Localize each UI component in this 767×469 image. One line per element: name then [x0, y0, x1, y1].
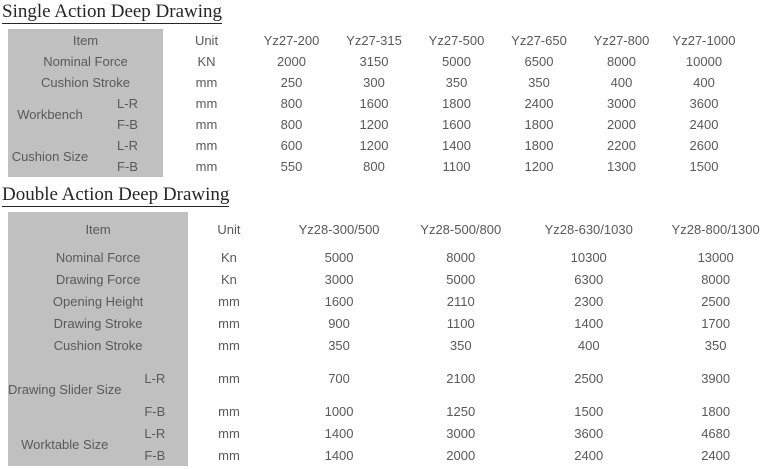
- table-row: [8, 268, 767, 290]
- table-row: [8, 93, 745, 114]
- value-cell: 3000: [324, 271, 354, 287]
- table-header-row: [8, 212, 767, 246]
- value-cell: 1400: [324, 447, 354, 463]
- value-cell: 1700: [701, 315, 731, 331]
- value-cell: 4680: [701, 425, 731, 441]
- value-cell: 10000: [685, 54, 723, 69]
- group-label: Worktable Size: [8, 422, 121, 466]
- table-row: [8, 135, 745, 156]
- value-cell: 1600: [359, 96, 389, 111]
- row-label: Nominal Force: [8, 51, 163, 72]
- sub-label: F-B: [121, 444, 188, 466]
- value-cell: 8000: [446, 249, 476, 265]
- model-header: Yz28-300/500: [298, 221, 380, 237]
- sub-label: L-R: [121, 356, 188, 400]
- value-cell: 3000: [607, 96, 636, 111]
- unit-cell: mm: [195, 117, 218, 132]
- value-cell: 800: [363, 159, 385, 174]
- row-label: Opening Height: [8, 290, 188, 312]
- unit-cell: mm: [218, 403, 240, 419]
- value-cell: 2400: [689, 117, 719, 132]
- model-header: Yz27-650: [511, 32, 567, 48]
- row-label: Cushion Stroke: [8, 72, 163, 93]
- unit-cell: mm: [218, 315, 240, 331]
- model-header: Yz28-800/1300: [671, 221, 760, 237]
- table-row: [8, 246, 767, 268]
- value-cell: 2400: [701, 447, 731, 463]
- row-label: Nominal Force: [8, 246, 188, 268]
- value-cell: 2300: [574, 293, 604, 309]
- value-cell: 1600: [324, 293, 354, 309]
- model-header: Yz27-800: [593, 32, 650, 48]
- table-row: [8, 312, 767, 334]
- value-cell: 10300: [570, 249, 607, 265]
- value-cell: 6500: [524, 54, 554, 69]
- sub-label: F-B: [92, 114, 163, 135]
- section2-title-text: Double Action Deep Drawing: [2, 184, 230, 205]
- value-cell: 2400: [524, 96, 554, 111]
- value-cell: 1200: [359, 117, 389, 132]
- value-cell: 900: [328, 315, 350, 331]
- value-cell: 2100: [446, 370, 476, 386]
- header-unit: Unit: [194, 32, 219, 48]
- value-cell: 13000: [697, 249, 734, 265]
- group-label: Cushion Size: [8, 135, 92, 177]
- row-label: Cushion Stroke: [8, 334, 188, 356]
- value-cell: 3150: [359, 54, 389, 69]
- value-cell: 300: [363, 75, 385, 90]
- table-row: [8, 444, 767, 466]
- value-cell: 1500: [689, 159, 719, 174]
- value-cell: 3000: [446, 425, 476, 441]
- model-header: Yz28-500/800: [420, 221, 502, 237]
- value-cell: 350: [528, 75, 550, 90]
- section1-title-text: Single Action Deep Drawing: [2, 1, 223, 22]
- table-row: [8, 114, 745, 135]
- unit-cell: mm: [195, 75, 218, 90]
- value-cell: 250: [280, 75, 303, 90]
- value-cell: 800: [280, 117, 303, 132]
- value-cell: 400: [693, 75, 715, 90]
- table-row: [8, 156, 745, 177]
- unit-cell: mm: [218, 425, 240, 441]
- sub-label: F-B: [121, 400, 188, 422]
- table-row: [8, 72, 745, 93]
- model-header: Yz27-200: [263, 32, 320, 48]
- sub-label: F-B: [92, 156, 163, 177]
- value-cell: 1250: [446, 403, 476, 419]
- value-cell: 700: [328, 370, 350, 386]
- value-cell: 8000: [701, 271, 731, 287]
- unit-cell: mm: [218, 337, 240, 353]
- model-header: Yz27-315: [346, 32, 402, 48]
- value-cell: 2000: [446, 447, 476, 463]
- group-label: Workbench: [8, 93, 92, 135]
- value-cell: 1500: [574, 403, 604, 419]
- value-cell: 2500: [574, 370, 604, 386]
- value-cell: 1400: [442, 138, 471, 153]
- table-row: [8, 51, 745, 72]
- value-cell: 1400: [324, 425, 354, 441]
- header-item: Item: [8, 29, 163, 51]
- value-cell: 5000: [324, 249, 354, 265]
- section2-title: [2, 177, 767, 207]
- value-cell: 2600: [689, 138, 719, 153]
- value-cell: 1600: [442, 117, 471, 132]
- value-cell: 1800: [524, 138, 554, 153]
- value-cell: 5000: [442, 54, 471, 69]
- value-cell: 350: [449, 337, 472, 353]
- value-cell: 1300: [607, 159, 636, 174]
- table-row: [8, 290, 767, 312]
- value-cell: 1800: [442, 96, 471, 111]
- value-cell: 1800: [701, 403, 731, 419]
- unit-cell: Kn: [221, 249, 237, 265]
- value-cell: 400: [577, 337, 600, 353]
- sub-label: L-R: [92, 135, 163, 156]
- value-cell: 350: [704, 337, 727, 353]
- value-cell: 800: [280, 96, 303, 111]
- value-cell: 1200: [524, 159, 554, 174]
- group-label: Drawing Slider Size: [8, 356, 121, 422]
- value-cell: 1400: [574, 315, 604, 331]
- table-row: [8, 400, 767, 422]
- row-label: Drawing Stroke: [8, 312, 188, 334]
- value-cell: 8000: [607, 54, 636, 69]
- table-row: [8, 422, 767, 444]
- section1-title: [2, 0, 767, 24]
- single-action-table: [8, 29, 745, 177]
- value-cell: 350: [445, 75, 468, 90]
- value-cell: 400: [610, 75, 633, 90]
- header-unit: Unit: [217, 221, 241, 237]
- double-action-table: [8, 212, 767, 466]
- value-cell: 2000: [277, 54, 306, 69]
- value-cell: 1800: [524, 117, 554, 132]
- model-header: Yz27-500: [428, 32, 485, 48]
- value-cell: 5000: [446, 271, 476, 287]
- unit-cell: mm: [195, 159, 218, 174]
- value-cell: 3600: [689, 96, 719, 111]
- unit-cell: mm: [218, 293, 240, 309]
- table-row: [8, 334, 767, 356]
- value-cell: 2400: [574, 447, 604, 463]
- row-label: Drawing Force: [8, 268, 188, 290]
- sub-label: L-R: [121, 422, 188, 444]
- value-cell: 2200: [607, 138, 636, 153]
- unit-cell: Kn: [221, 271, 237, 287]
- value-cell: 2500: [701, 293, 731, 309]
- value-cell: 1200: [359, 138, 389, 153]
- header-item: Item: [8, 212, 188, 246]
- unit-cell: mm: [195, 96, 218, 111]
- value-cell: 6300: [574, 271, 604, 287]
- unit-cell: KN: [197, 54, 216, 69]
- table-header-row: [8, 29, 745, 51]
- unit-cell: mm: [218, 447, 240, 463]
- value-cell: 3600: [574, 425, 604, 441]
- unit-cell: mm: [218, 370, 240, 386]
- table-row: [8, 356, 767, 400]
- value-cell: 2000: [607, 117, 636, 132]
- value-cell: 3900: [701, 370, 731, 386]
- model-header: Yz27-1000: [672, 32, 736, 48]
- value-cell: 1100: [446, 315, 475, 331]
- unit-cell: mm: [195, 138, 218, 153]
- model-header: Yz28-630/1030: [544, 221, 633, 237]
- value-cell: 350: [328, 337, 350, 353]
- value-cell: 1100: [442, 159, 471, 174]
- value-cell: 1000: [324, 403, 354, 419]
- value-cell: 550: [280, 159, 303, 174]
- value-cell: 600: [280, 138, 303, 153]
- value-cell: 2110: [446, 293, 475, 309]
- sub-label: L-R: [92, 93, 163, 114]
